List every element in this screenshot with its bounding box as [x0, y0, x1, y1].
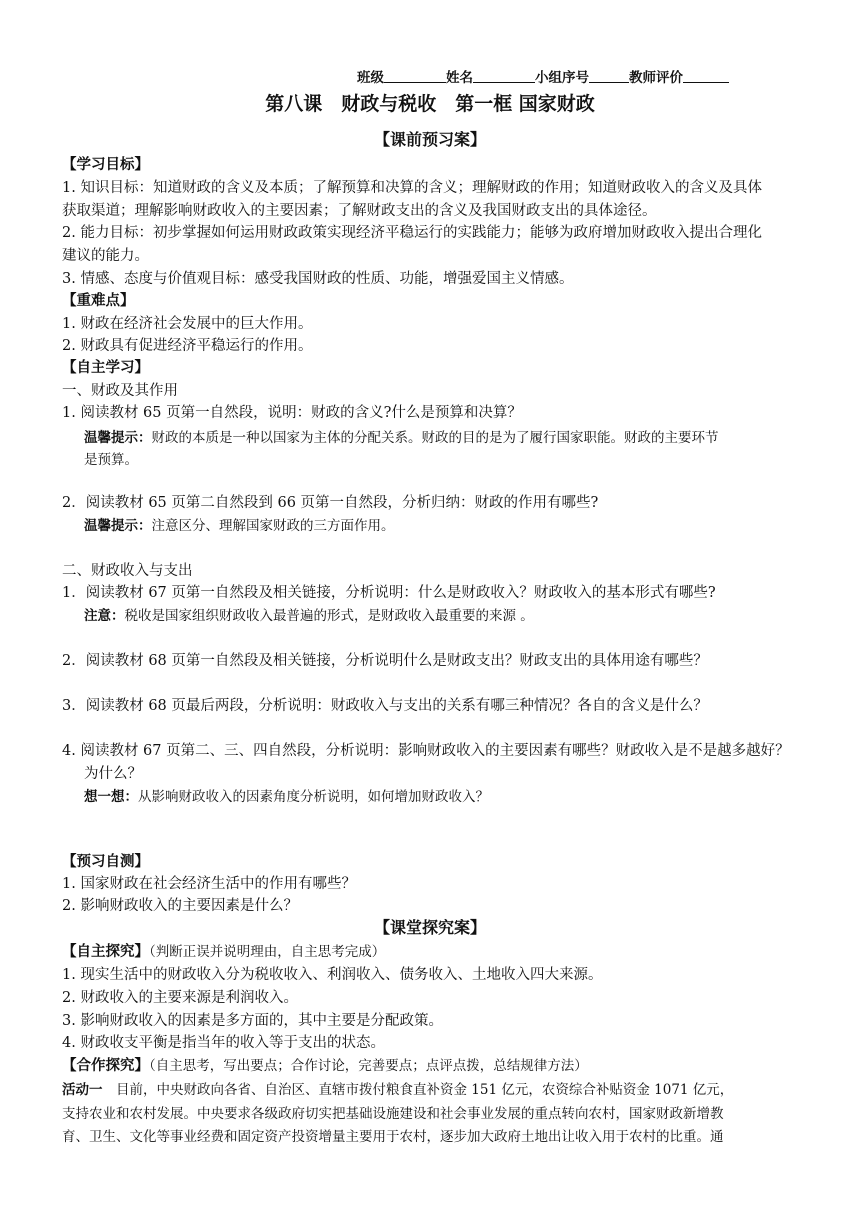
activity-1-line-2: 支持农业和农村发展。中央要求各级政府切实把基础设施建设和社会事业发展的重点转向农村，国家财政新增教	[62, 1106, 724, 1122]
coop-heading: 【合作探究】	[62, 1057, 149, 1074]
part-1-title: 一、财政及其作用	[62, 383, 178, 399]
note	[84, 607, 534, 625]
question-3: 1．阅读教材 67 页第一自然段及相关链接，分析说明：什么是财政收入？财政收入的基本形式有哪些?	[62, 585, 716, 601]
goals-heading: 【学习目标】	[62, 156, 149, 173]
goal-1-line-2: 获取渠道；理解影响财政收入的主要因素；了解财政支出的含义及我国财政支出的具体途径。	[62, 203, 657, 219]
class-blank[interactable]	[384, 70, 446, 83]
goal-2-line-1: 2. 能力目标：初步掌握如何运用财政政策实现经济平稳运行的实践能力；能够为政府增加财政收入提出合理化	[62, 225, 762, 241]
self-study-heading: 【自主学习】	[62, 359, 149, 376]
activity-1-text: 目前，中央财政向各省、自治区、直辖市拨付粮食直补资金 151 亿元，农资综合补贴资金 1071 亿元，	[102, 1082, 734, 1098]
explore-note: （判断正误并说明理由，自主思考完成）	[149, 944, 386, 960]
activity-1-line-1	[62, 1081, 733, 1099]
question-1: 1. 阅读教材 65 页第一自然段，说明：财政的含义?什么是预算和决算？	[62, 405, 522, 421]
teacher-label: 教师评价	[629, 70, 683, 86]
explore-heading: 【自主探究】	[62, 943, 149, 960]
tip-2-label: 温馨提示：	[84, 518, 152, 534]
tip-1-label: 温馨提示：	[84, 430, 152, 446]
key-points-heading: 【重难点】	[62, 292, 135, 309]
page-title: 第八课 财政与税收 第一框 国家财政	[265, 93, 595, 115]
question-6-line-1: 4. 阅读教材 67 页第二、三、四自然段，分析说明：影响财政收入的主要因素有哪些？财政收入是不是越多越好？	[62, 743, 790, 759]
tip-2-text: 注意区分、理解国家财政的三方面作用。	[151, 518, 395, 534]
explore-heading-line	[62, 943, 385, 961]
think-label: 想一想：	[84, 789, 138, 805]
explore-item-1: 1. 现实生活中的财政收入分为税收收入、利润收入、债务收入、土地收入四大来源。	[62, 967, 603, 983]
explore-item-4: 4. 财政收支平衡是指当年的收入等于支出的状态。	[62, 1035, 385, 1051]
coop-heading-line	[62, 1057, 588, 1075]
key-point-1: 1. 财政在经济社会发展中的巨大作用。	[62, 316, 313, 332]
self-test-1: 1. 国家财政在社会经济生活中的作用有哪些？	[62, 876, 356, 892]
group-blank[interactable]	[589, 70, 629, 83]
question-5: 3．阅读教材 68 页最后两段，分析说明：财政收入与支出的关系有哪三种情况？各自的含义是什么？	[62, 698, 708, 714]
activity-1-line-3: 育、卫生、文化等事业经费和固定资产投资增量主要用于农村，逐步加大政府土地出让收入用于农村的比重。通	[62, 1129, 724, 1145]
explore-item-2: 2. 财政收入的主要来源是利润收入。	[62, 990, 298, 1006]
classroom-heading: 【课堂探究案】	[373, 918, 486, 937]
header-fields	[357, 66, 729, 86]
key-point-2: 2. 财政具有促进经济平稳运行的作用。	[62, 338, 313, 354]
name-label: 姓名	[446, 70, 473, 86]
goal-3: 3. 情感、态度与价值观目标：感受我国财政的性质、功能，增强爱国主义情感。	[62, 271, 574, 287]
question-4: 2．阅读教材 68 页第一自然段及相关链接，分析说明什么是财政支出？财政支出的具体用途有哪些？	[62, 653, 708, 669]
explore-item-3: 3. 影响财政收入的因素是多方面的，其中主要是分配政策。	[62, 1013, 443, 1029]
tip-1-text: 财政的本质是一种以国家为主体的分配关系。财政的目的是为了履行国家职能。财政的主要环节	[151, 430, 719, 446]
class-label: 班级	[357, 70, 384, 86]
goal-1-line-1: 1. 知识目标：知道财政的含义及本质；了解预算和决算的含义；理解财政的作用；知道财政收入的含义及具体	[62, 180, 762, 196]
think-prompt	[84, 788, 489, 806]
goal-2-line-2: 建议的能力。	[62, 248, 149, 264]
self-test-heading: 【预习自测】	[62, 853, 149, 870]
name-blank[interactable]	[473, 70, 535, 83]
preview-heading: 【课前预习案】	[373, 130, 486, 149]
group-label: 小组序号	[535, 70, 589, 86]
note-label: 注意：	[84, 608, 125, 624]
tip-2	[84, 517, 395, 535]
tip-1-line-1	[84, 429, 719, 447]
activity-1-label: 活动一	[62, 1082, 103, 1098]
teacher-blank[interactable]	[683, 70, 729, 83]
self-test-2: 2. 影响财政收入的主要因素是什么？	[62, 898, 298, 914]
note-text: 税收是国家组织财政收入最普遍的形式，是财政收入最重要的来源 。	[124, 608, 534, 624]
think-text: 从影响财政收入的因素角度分析说明，如何增加财政收入？	[138, 789, 489, 805]
tip-1-line-2: 是预算。	[84, 452, 138, 468]
coop-note: （自主思考，写出要点；合作讨论，完善要点；点评点拨，总结规律方法）	[149, 1058, 588, 1074]
question-2: 2．阅读教材 65 页第二自然段到 66 页第一自然段，分析归纳：财政的作用有哪些?	[62, 495, 599, 511]
part-2-title: 二、财政收入与支出	[62, 563, 193, 579]
question-6-line-2: 为什么？	[84, 766, 142, 782]
